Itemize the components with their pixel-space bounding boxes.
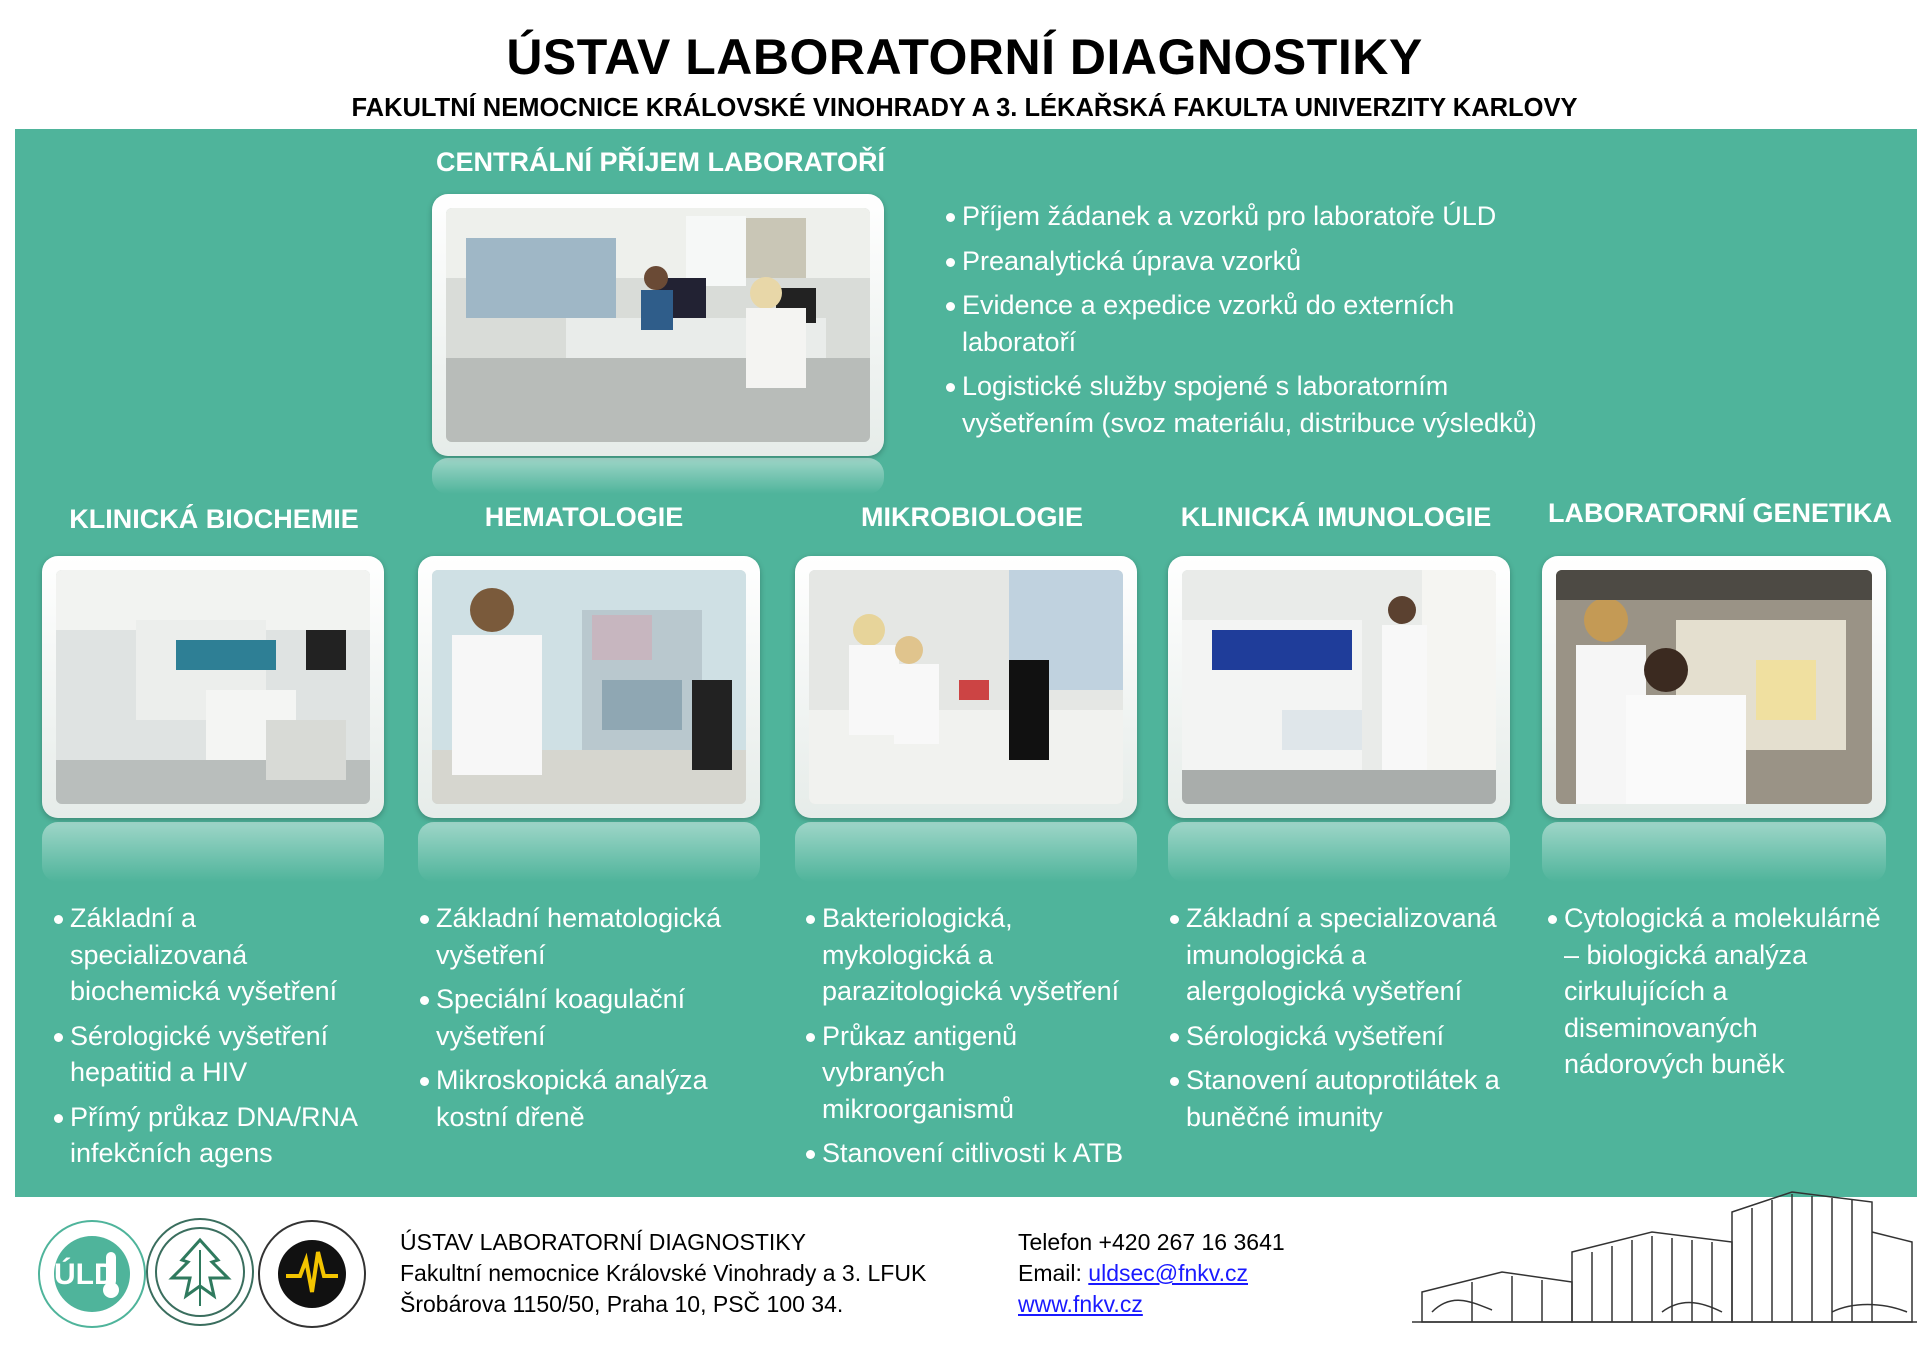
page-subtitle: FAKULTNÍ NEMOCNICE KRÁLOVSKÉ VINOHRADY A 3. LÉKAŘSKÁ FAKULTA UNIVERZITY KARLOVY bbox=[351, 94, 1578, 122]
fnkv-logo bbox=[146, 1218, 254, 1326]
dept-photo-reflection bbox=[1542, 822, 1886, 882]
footer-email-label: Email: bbox=[1018, 1260, 1089, 1286]
dept-heading-microbiology: MIKROBIOLOGIE bbox=[861, 502, 1083, 532]
list-item: Cytologická a molekulárně – biologická analýza cirkulujících a diseminovaných nádorových buněk bbox=[1546, 900, 1894, 1083]
dept-photo-frame-genetics bbox=[1542, 556, 1886, 818]
list-item: Evidence a expedice vzorků do externích laboratoří bbox=[944, 287, 1482, 360]
list-item: Sérologická vyšetření bbox=[1168, 1018, 1518, 1055]
hospital-sketch bbox=[1412, 1172, 1917, 1332]
dept-heading-genetics: LABORATORNÍ GENETIKA bbox=[1548, 498, 1892, 528]
central-list bbox=[944, 198, 1584, 449]
list-item: Přímý průkaz DNA/RNA infekčních agens bbox=[52, 1099, 372, 1172]
list-item: Základní a specializovaná imunologická a alergologická vyšetření bbox=[1168, 900, 1526, 1010]
list-item: Průkaz antigenů vybraných mikroorganismů bbox=[804, 1018, 1062, 1128]
central-heading: CENTRÁLNÍ PŘÍJEM LABORATOŘÍ bbox=[436, 147, 886, 177]
dept-photo-frame-immunology bbox=[1168, 556, 1510, 818]
dept-heading-immunology: KLINICKÁ IMUNOLOGIE bbox=[1180, 502, 1492, 532]
dept-photo-reflection bbox=[795, 822, 1137, 882]
central-lab-photo bbox=[446, 208, 870, 442]
immunology-list bbox=[1168, 900, 1518, 1143]
footer-email-row bbox=[1018, 1258, 1285, 1289]
footer-phone: Telefon +420 267 16 3641 bbox=[1018, 1229, 1285, 1255]
email-link[interactable]: uldsec@fnkv.cz bbox=[1088, 1260, 1248, 1286]
dept-photo-frame-hematology bbox=[418, 556, 760, 818]
list-item: Stanovení autoprotilátek a buněčné imunity bbox=[1168, 1062, 1516, 1135]
heartbeat-seal-icon bbox=[260, 1222, 364, 1326]
genetics-list bbox=[1546, 900, 1886, 1091]
list-item: Příjem žádanek a vzorků pro laboratoře ÚLD bbox=[944, 198, 1584, 235]
list-item: Základní hematologická vyšetření bbox=[418, 900, 758, 973]
list-item: Stanovení citlivosti k ATB bbox=[804, 1135, 1144, 1172]
dept-heading-hematology: HEMATOLOGIE bbox=[484, 502, 684, 532]
biochemistry-list bbox=[52, 900, 372, 1180]
list-item: Speciální koagulační vyšetření bbox=[418, 981, 736, 1054]
list-item: Logistické služby spojené s laboratorním vyšetřením (svoz materiálu, distribuce výsledků) bbox=[944, 368, 1584, 441]
hematology-lab-photo bbox=[432, 570, 746, 804]
microbiology-lab-photo bbox=[809, 570, 1123, 804]
web-link[interactable]: www.fnkv.cz bbox=[1018, 1291, 1143, 1317]
hospital-sketch-graphic bbox=[1412, 1172, 1917, 1332]
list-item: Základní a specializovaná biochemická vyšetření bbox=[52, 900, 372, 1010]
immunology-lab-photo bbox=[1182, 570, 1496, 804]
dept-photo-reflection bbox=[42, 822, 384, 882]
hematology-list bbox=[418, 900, 758, 1143]
page-title: ÚSTAV LABORATORNÍ DIAGNOSTIKY bbox=[506, 29, 1423, 85]
list-item: Mikroskopická analýza kostní dřeně bbox=[418, 1062, 736, 1135]
dept-photo-reflection bbox=[1168, 822, 1510, 882]
list-item: Bakteriologická, mykologická a parazitologická vyšetření bbox=[804, 900, 1142, 1010]
microbiology-list bbox=[804, 900, 1144, 1180]
dept-photo-reflection bbox=[418, 822, 760, 882]
dept-photo-frame-microbiology bbox=[795, 556, 1137, 818]
genetics-lab-photo bbox=[1556, 570, 1872, 804]
central-photo-frame bbox=[432, 194, 884, 456]
footer-address bbox=[400, 1227, 926, 1320]
footer-address-line: Fakultní nemocnice Královské Vinohrady a 3. LFUK bbox=[400, 1260, 927, 1286]
uld-logo bbox=[38, 1220, 146, 1328]
footer-contact bbox=[1018, 1227, 1285, 1320]
vine-leaf-icon bbox=[148, 1220, 252, 1324]
list-item: Sérologické vyšetření hepatitid a HIV bbox=[52, 1018, 372, 1091]
footer-address-line: Šrobárova 1150/50, Praha 10, PSČ 100 34. bbox=[400, 1291, 844, 1317]
uld-logo-text: ÚLD bbox=[54, 1258, 116, 1291]
biochemistry-lab-photo bbox=[56, 570, 370, 804]
dept-heading-biochemistry: KLINICKÁ BIOCHEMIE bbox=[69, 504, 359, 534]
dept-photo-frame-biochemistry bbox=[42, 556, 384, 818]
footer-address-line: ÚSTAV LABORATORNÍ DIAGNOSTIKY bbox=[400, 1229, 806, 1255]
list-item: Preanalytická úprava vzorků bbox=[944, 243, 1584, 280]
lf-uk-logo bbox=[258, 1220, 366, 1328]
central-photo-reflection bbox=[432, 458, 884, 494]
